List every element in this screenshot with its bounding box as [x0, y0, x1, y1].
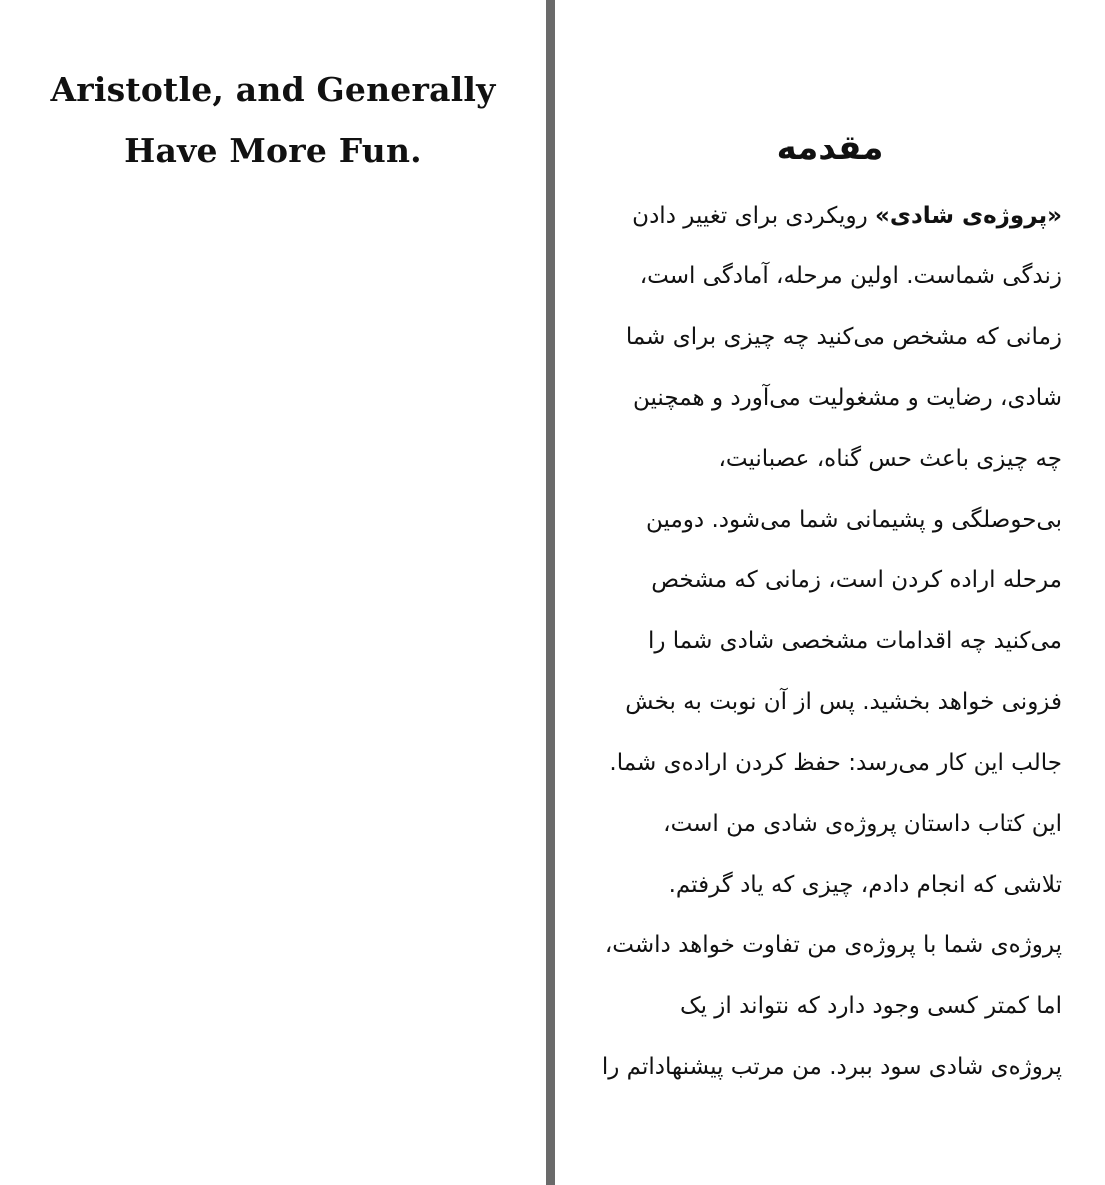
- book-spine-divider: [546, 0, 555, 1185]
- text-line: چه چیزی باعث حس گناه، عصبانیت،: [718, 446, 1062, 472]
- text-line: فزونی خواهد بخشید. پس از آن نوبت به بخش: [625, 689, 1062, 715]
- text-line: جالب این کار می‌رسد: حفظ کردن اراده‌ی شما.: [609, 750, 1062, 776]
- right-page: [555, 0, 1105, 1185]
- text-line: مرحله اراده کردن است، زمانی که مشخص: [651, 567, 1062, 593]
- body-text: [555, 0, 1105, 1185]
- text-line: این کتاب داستان پروژه‌ی شادی من است،: [663, 811, 1062, 837]
- text-line: پروژه‌ی شما با پروژه‌ی من تفاوت خواهد داشت،: [604, 932, 1062, 958]
- left-page: [0, 0, 546, 1185]
- text-line: زمانی که مشخص می‌کنید چه چیزی برای شما: [625, 324, 1062, 350]
- text-line: اما کمتر کسی وجود دارد که نتواند از یک: [679, 993, 1062, 1019]
- title-line-2: Have More Fun.: [124, 131, 422, 170]
- text-line: زندگی شماست. اولین مرحله، آمادگی است،: [639, 263, 1062, 289]
- text-line: [632, 203, 1062, 229]
- text-line-rest: رویکردی برای تغییر دادن: [632, 203, 875, 229]
- text-line: می‌کنید چه اقدامات مشخصی شادی شما را: [647, 628, 1062, 654]
- text-line: تلاشی که انجام دادم، چیزی که یاد گرفتم.: [668, 872, 1062, 898]
- text-line: شادی، رضایت و مشغولیت می‌آورد و همچنین: [632, 385, 1062, 411]
- book-title-emphasis: «پروژه‌ی شادی»: [875, 203, 1062, 229]
- chapter-heading: مقدمه: [776, 128, 884, 168]
- text-line: پروژه‌ی شادی سود ببرد. من مرتب پیشنهاداتم را: [601, 1054, 1062, 1080]
- text-line: بی‌حوصلگی و پشیمانی شما می‌شود. دومین: [646, 507, 1062, 533]
- title-line-1: Aristotle, and Generally: [50, 70, 496, 109]
